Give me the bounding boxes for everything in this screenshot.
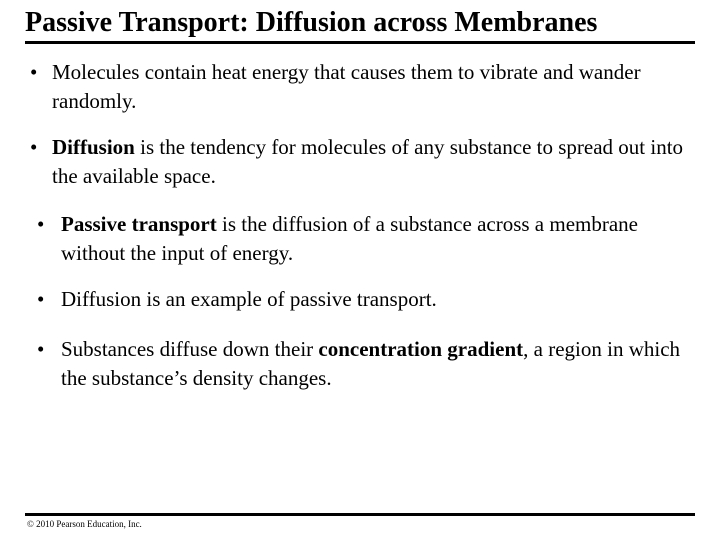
bullet-marker: • <box>37 212 45 236</box>
bullet-text <box>61 285 697 314</box>
bullet-item-passive-transport-definition <box>37 210 697 268</box>
copyright-notice: © 2010 Pearson Education, Inc. <box>27 519 142 529</box>
bullet-item-diffusion-definition <box>30 133 690 191</box>
bullet-term: concentration gradient <box>318 337 524 361</box>
bullet-item-diffusion-example <box>37 285 697 314</box>
bullet-marker: • <box>37 287 45 311</box>
bullet-body: Substances diffuse down their <box>61 337 319 361</box>
bullet-marker: • <box>37 337 45 361</box>
bullet-body: is the diffusion of a substance across a membrane without the input of energy. <box>61 212 638 265</box>
title-divider <box>25 41 695 44</box>
bullet-item-heat-energy <box>30 58 690 116</box>
slide-title: Passive Transport: Diffusion across Membranes <box>25 7 598 38</box>
bullet-term: Diffusion <box>52 135 135 159</box>
bullet-body: Diffusion is an example of passive transport. <box>61 287 437 311</box>
bullet-item-concentration-gradient <box>37 335 697 393</box>
bullet-marker: • <box>30 135 38 159</box>
bullet-marker: • <box>30 60 38 84</box>
bullet-tail: , a region in which the substance’s density changes. <box>61 337 681 390</box>
bullet-body: Molecules contain heat energy that causes them to vibrate and wander randomly. <box>52 60 641 113</box>
bullet-text <box>52 58 690 116</box>
bullet-body: is the tendency for molecules of any substance to spread out into the available space. <box>52 135 684 188</box>
bullet-term: Passive transport <box>61 212 217 236</box>
bullet-text <box>52 133 690 191</box>
bullet-text <box>61 335 697 393</box>
bullet-text <box>61 210 697 268</box>
footer-divider <box>25 513 695 516</box>
